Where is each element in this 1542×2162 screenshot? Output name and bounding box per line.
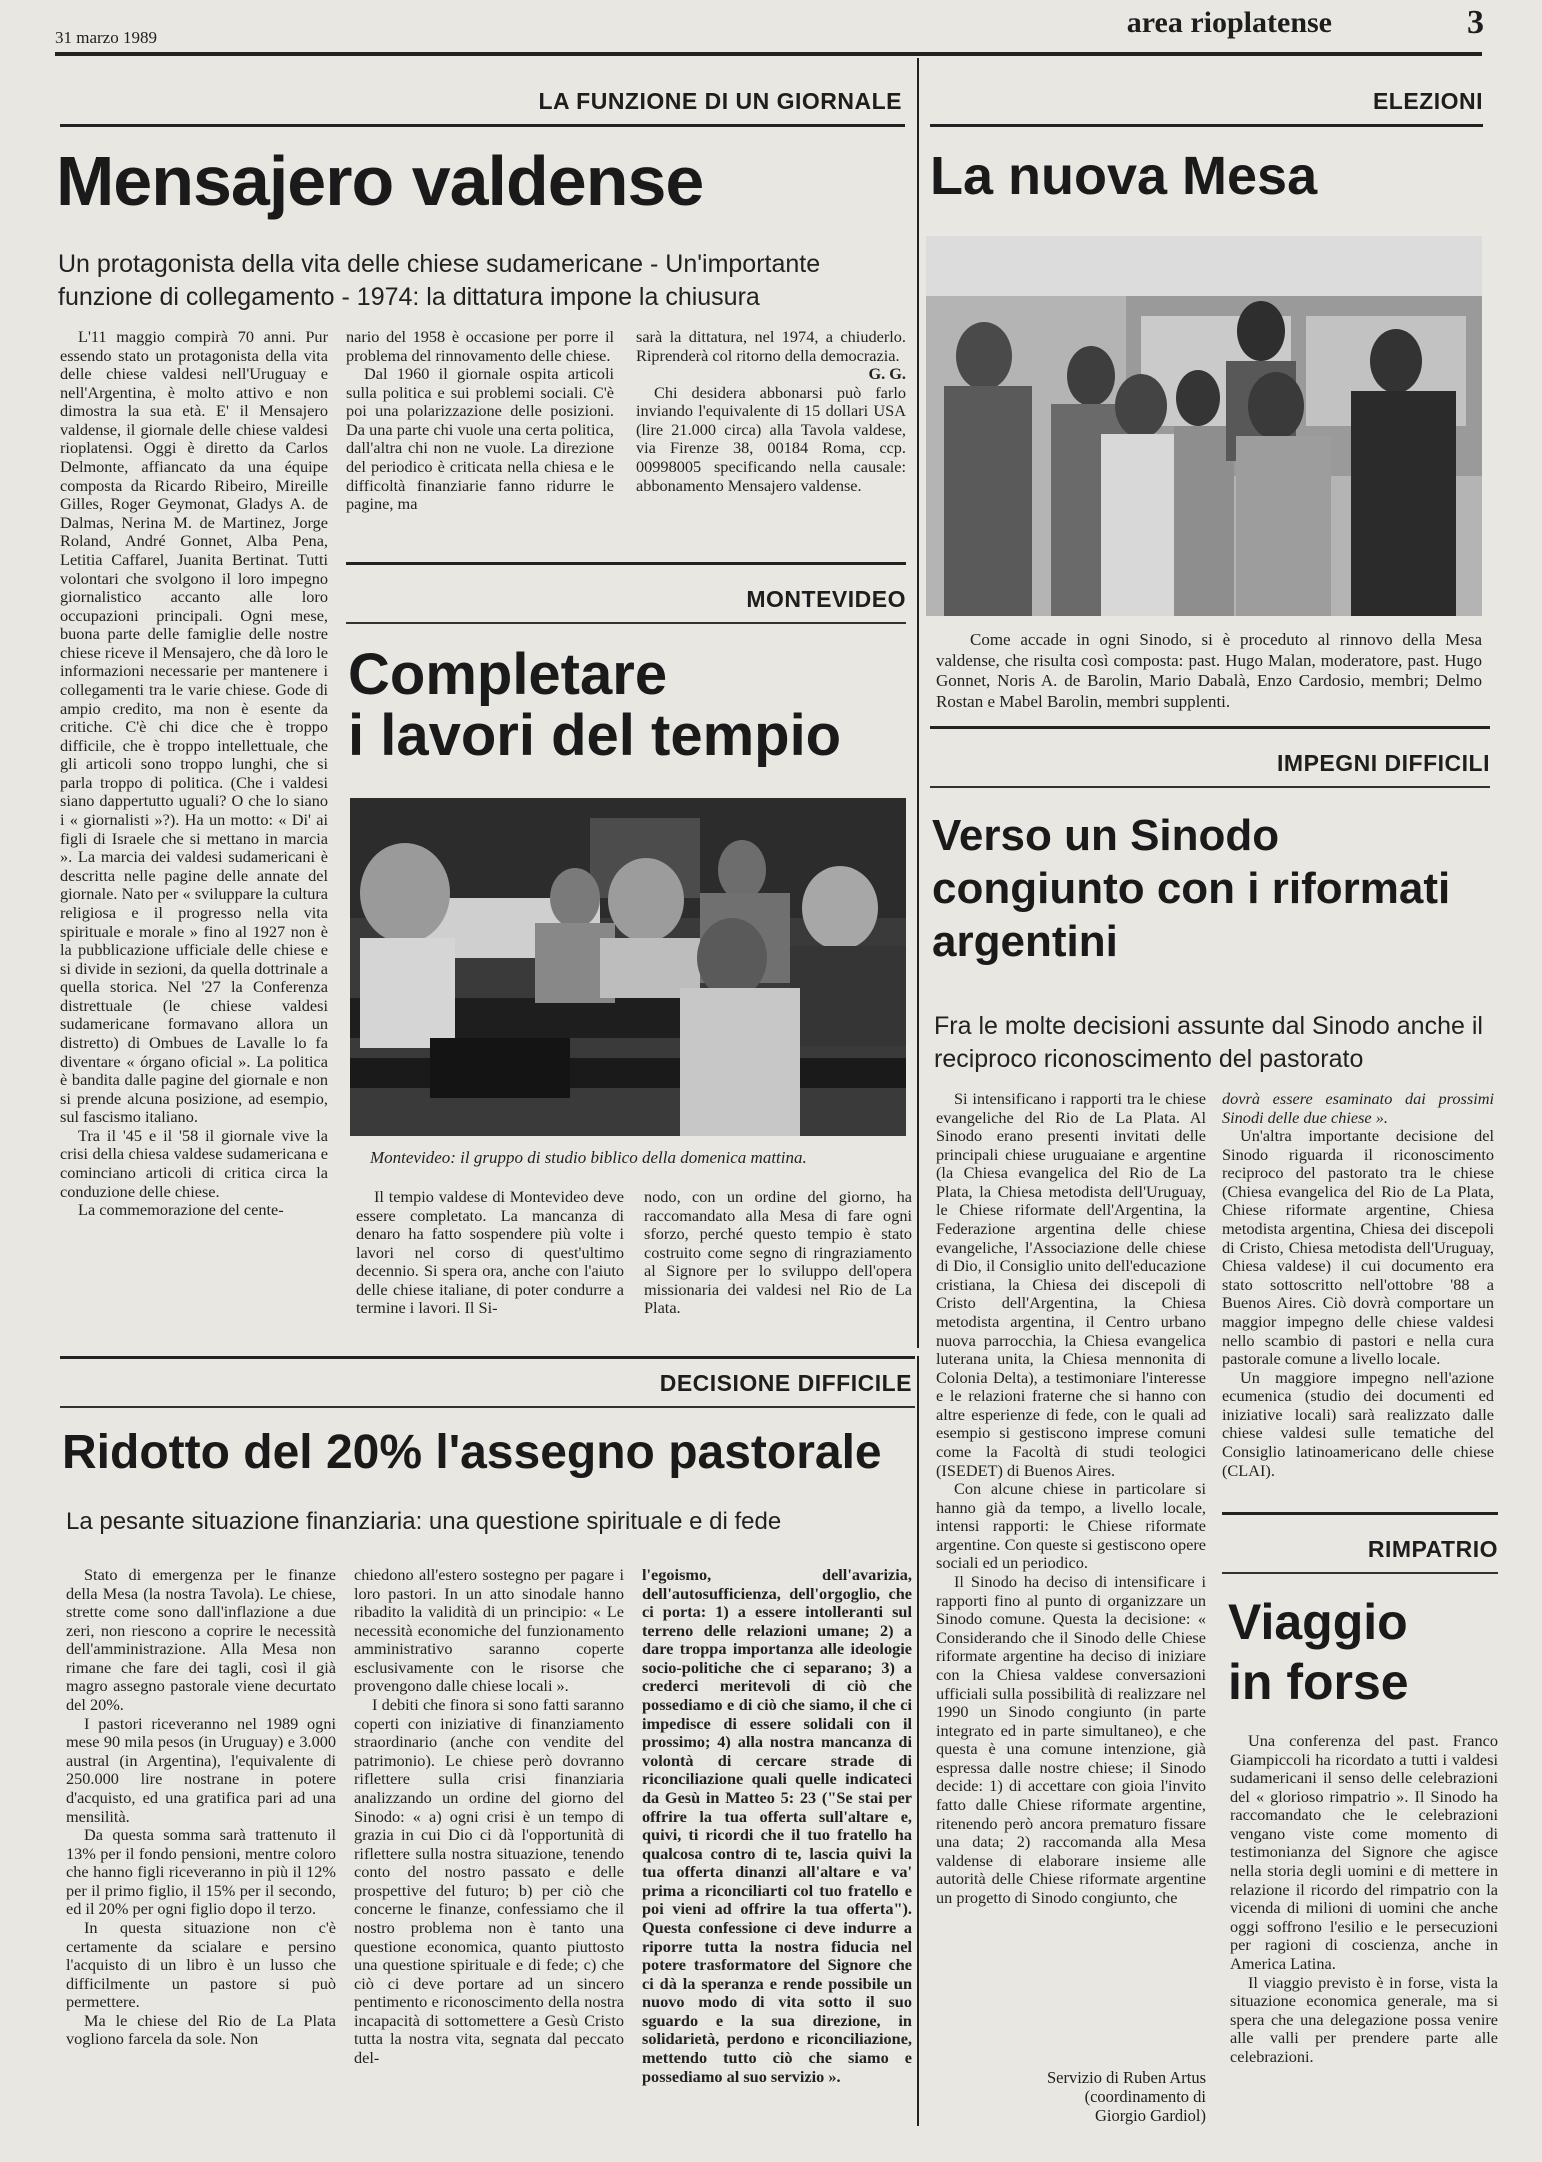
article-column	[642, 1566, 912, 2126]
paragraph: nario del 1958 è occasione per porre il problema del rinnovamento delle chiese.	[346, 328, 614, 365]
paragraph: l'egoismo, dell'avarizia, dell'autosufficienza, dell'orgoglio, che ci porta: 1) a essere intolleranti sul terreno delle relazioni umane; 2) a dare troppa importanza alle ideologie socio-politiche che ci separano; 3) a crederci meritevoli di ciò che possediamo e di ciò che siamo, il che ci impedisce di essere solidali con il prossimo; 4) alla nostra mancanza di volontà di cercare strade di riconciliazione quali quelle indicateci da Gesù in Matteo 5: 23 ("Se stai per offrire la tua offerta sull'altare e, quivi, ti ricordi che il tuo fratello ha qualcosa contro di te, lascia quivi la tua offerta dinanzi all'altare e va' prima a riconciliarti col tuo fratello e poi vieni ad offrire la tua offerta"). Questa confessione ci deve indurre a riporre tutta la nostra fiducia nel potere trasformatore del Signore che ci dà la speranza e rende possibile un nuovo modo di vita sotto il suo sguardo e la sua direzione, in solidarietà, perdono e riconciliazione, mettendo tutto ciò che siamo e possediamo al suo servizio ».	[642, 1566, 912, 2086]
masthead-rule	[55, 52, 1482, 56]
column-divider	[917, 58, 919, 1348]
section-rule	[1222, 1512, 1498, 1515]
article-column	[66, 1566, 336, 2126]
photo-mesa-members	[926, 236, 1482, 616]
headline-verso-sinodo	[932, 810, 1450, 968]
paragraph: Un maggiore impegno nell'azione ecumenica (studio dei documenti ed iniziative locali) sarà realizzato dalle chiese valdesi sulle tematiche del Consiglio latinoamericano delle chiese (CLAI).	[1222, 1367, 1494, 1480]
paragraph: Ma le chiese del Rio de La Plata vogliono farcela da sole. Non	[66, 2010, 336, 2049]
paragraph: dovrà essere esaminato dai prossimi Sinodi delle due chiese ».	[1222, 1090, 1494, 1127]
deck-decisione: La pesante situazione finanziaria: una questione spirituale e di fede	[66, 1508, 782, 1535]
paragraph: chiedono all'estero sostegno per pagare i loro pastori. In un atto sinodale hanno ribadito la validità di un principio: « Le necessità economiche del funzionamento amministrativo saranno coperte esclusivamente con le risorse che provengono dalle chiese locali ».	[354, 1566, 624, 1696]
paragraph: sarà la dittatura, nel 1974, a chiuderlo. Riprenderà col ritorno della democrazia.	[636, 328, 906, 365]
kicker-rimpatrio: RIMPATRIO	[1367, 1536, 1498, 1562]
signature-line: Giorgio Gardiol)	[1094, 2106, 1206, 2126]
paragraph: nodo, con un ordine del giorno, ha raccomandato alla Mesa di fare ogni sforzo, perché questo tempio è stato costruito come segno di ringraziamento al Signore per lo sviluppo dell'opera missionaria dei valdesi nel Rio de La Plata.	[644, 1188, 912, 1318]
kicker-impegni: IMPEGNI DIFFICILI	[1277, 750, 1490, 776]
kicker-funzione: LA FUNZIONE DI UN GIORNALE	[538, 88, 902, 114]
paragraph: Il viaggio previsto è in forse, vista la situazione economica generale, ma si spera che una delegazione possa venire alle valli per prendere parte alle celebrazioni.	[1230, 1972, 1498, 2066]
headline-completare	[348, 642, 842, 768]
article-column	[636, 328, 906, 553]
headline-line: in forse	[1228, 1654, 1409, 1710]
paragraph: Il Sinodo ha deciso di intensificare i rapporti fino al punto di organizzare un Sinodo comune. Questa la decisione: « Considerando che il Sinodo delle Chiese riformate argentine ha deciso di iniziare con la Chiesa valdese conversazioni ufficiali sulla possibilità di realizzare nel 1990 un Sinodo congiunto (in parte integrato ed in parte simultaneo), e che questa è una comune intenzione, già espressa dalle nostre chiese; il Sinodo decide: 1) di accettare con gioia l'invito fatto dalle Chiese riformate argentine, ritenendo però ancora prematuro fissare una data; 2) raccomanda alla Mesa valdense di elaborare insieme alle autorità delle Chiese riformate argentine un progetto di Sinodo congiunto, che	[936, 1572, 1206, 1907]
article-column	[354, 1566, 624, 2126]
section-rule	[1222, 1572, 1498, 1574]
headline-line: congiunto con i riformati	[932, 863, 1451, 913]
paragraph: Si intensificano i rapporti tra le chiese evangeliche del Rio de La Plata. Al Sinodo erano presenti invitati delle principali chiese uruguaiane e argentine (la Chiesa evangelica del Rio de La Plata, la Chiesa metodista dell'Uruguay, le Chiese riformate dell'Argentina, la Federazione argentina delle chiese evangeliche, l'Associazione delle chiese di Dio, il Consiglio unito dell'educazione cristiana, la Chiesa dei discepoli di Cristo dell'Argentina, la Chiesa metodista argentina, il Centro urbano nuova parrocchia, la Chiesa evangelica luterana unita, la Chiesa mennonita di Colonia Delta), a testimoniare l'interesse e le relazioni fraterne che si hanno con altre esperienze di fede, con le quali ad esempio si gestiscono imprese comuni come la Facoltà di studi teologici (ISEDET) di Buenos Aires.	[936, 1090, 1206, 1480]
section-rule	[930, 786, 1490, 788]
page-number: 3	[1467, 4, 1484, 41]
deck-mensajero: Un protagonista della vita delle chiese sudamericane - Un'importante funzione di collegamento - 1974: la dittatura impone la chiusura	[58, 250, 821, 311]
section-rule	[60, 1406, 915, 1408]
article-column	[1222, 1090, 1494, 1490]
article-column	[644, 1188, 912, 1338]
paragraph: Da questa somma sarà trattenuto il 13% per il fondo pensioni, mentre coloro che hanno figli riceveranno in più il 12% per il primo figlio, il 15% per il secondo, ed il 20% per ogni figlio dopo il terzo.	[66, 1825, 336, 1919]
article-column	[346, 328, 614, 553]
article-column	[936, 1090, 1206, 2045]
headline-nuova-mesa: La nuova Mesa	[930, 146, 1318, 206]
section-rule	[346, 562, 906, 565]
paragraph: In questa situazione non c'è certamente da scialare e persino l'acquisto di un libro è un lusso che difficilmente un pastore si può permettere.	[66, 1917, 336, 2012]
headline-mensajero: Mensajero valdense	[56, 142, 704, 220]
paragraph: Un'altra importante decisione del Sinodo riguarda il riconoscimento reciproco del pastorato tra le chiese (Chiesa evangelica del Rio de La Plata, Chiese riformate argentine, Chiesa metodista argentina, Chiesa dei discepoli di Cristo, Chiesa metodista dell'Uruguay, Chiesa valdese) il cui documento era stato sottoscritto nell'ottobre '88 a Buenos Aires. Ciò dovrà comportare un maggior impegno delle chiese valdesi nello scambio di pastori e nella cura pastorale comune a livello locale.	[1222, 1126, 1494, 1369]
paragraph: La commemorazione del cente-	[78, 1200, 284, 1220]
photo-bible-study	[350, 798, 906, 1136]
headline-line: Verso un Sinodo	[932, 811, 1280, 860]
photo-caption: Come accade in ogni Sinodo, si è proceduto al rinnovo della Mesa valdense, che risulta così composta: past. Hugo Malan, moderatore, past. Hugo Gonnet, Noris A. de Barolin, Mario Dabalà, Enzo Cardosio, membri; Delmo Rostan e Mabel Barolin, membri supplenti.	[936, 630, 1482, 712]
article-column	[356, 1188, 624, 1338]
kicker-montevideo: MONTEVIDEO	[746, 586, 906, 612]
paragraph: Tra il '45 e il '58 il giornale vive la crisi della chiesa valdese sudamericana e cominciano articoli di critica circa la conduzione delle chiese.	[60, 1125, 328, 1201]
photo-caption: Montevideo: il gruppo di studio biblico della domenica mattina.	[370, 1148, 807, 1167]
paragraph: Con alcune chiese in particolare si hanno già da tempo, a livello locale, intensi rapporti: le Chiese riformate argentine. Con queste si gestiscono opere sociali ed un periodico.	[936, 1479, 1206, 1573]
kicker-elezioni: ELEZIONI	[1372, 88, 1483, 114]
section-rule	[60, 124, 905, 127]
signature-line: (coordinamento di	[1084, 2087, 1206, 2107]
paragraph: Una conferenza del past. Franco Giampiccoli ha ricordato a tutti i valdesi sudamericani il senso delle celebrazioni del « glorioso rimpatrio ». Il Sinodo ha raccomandato che le celebrazioni vengano viste come momento di testimonianza del Signore che agisce nella storia degli uomini e di mettere in relazione il ricordo del rimpatrio con la vicenda di milioni di uomini che anche oggi soffrono l'esilio e le persecuzioni per ragioni di coscienza, anche in America Latina.	[1230, 1732, 1498, 1973]
headline-viaggio	[1228, 1592, 1409, 1712]
paragraph: I debiti che finora si sono fatti saranno coperti con iniziative di finanziamento straordinario (anche con vendite del patrimonio). Le chiese però dovranno riflettere sulla crisi finanziaria analizzando un ordine del giorno del Sinodo: « a) ogni crisi è un tempo di grazia in cui Dio ci dà l'opportunità di riflettere sulla nostra situazione, tenendo conto del nostro passato e delle prospettive del futuro; b) per ciò che concerne le finanze, confessiamo che il nostro problema non è tanto una questione economica, quanto piuttosto una questione spirituale e di fede; c) che ciò ci deve portare ad un sincero pentimento e riconoscimento della nostra incapacità di sottomettere a Gesù Cristo tutta la nostra vita, segnata dal peccato del-	[354, 1695, 624, 2068]
column-divider	[917, 1356, 919, 2126]
paragraph: Stato di emergenza per le finanze della Mesa (la nostra Tavola). Le chiese, strette come sono dall'inflazione a due zeri, non riescono a coprire le necessità dell'amministrazione. Alla Mesa non rimane che fare dei tagli, così il già magro assegno pastorale viene decurtato del 20%.	[66, 1566, 336, 1715]
paragraph: I pastori riceveranno nel 1989 ogni mese 90 mila pesos (in Uruguay) e 3.000 austral (in Argentina), l'equivalente di 250.000 lire nostrane in potere d'acquisto, ed una gratifica pari ad una mensilità.	[66, 1713, 336, 1826]
headline-line: Completare	[348, 642, 668, 707]
headline-line: argentini	[932, 916, 1118, 966]
section-rule	[930, 124, 1483, 127]
author-initials: G. G.	[868, 364, 906, 384]
page-date: 31 marzo 1989	[55, 28, 157, 47]
headline-ridotto: Ridotto del 20% l'assegno pastorale	[62, 1426, 882, 1479]
article-column	[1230, 1732, 1498, 2132]
section-rule	[930, 726, 1490, 729]
subscription-note: Chi desidera abbonarsi può farlo inviando l'equivalente di 15 dollari USA (lire 21.000 circa) alla Tavola valdese, via Firenze 38, 00184 Roma, ccp. 00998005 specificando nella causale: abbonamento Mensajero valdense.	[636, 382, 906, 495]
paragraph: Il tempio valdese di Montevideo deve essere completato. La mancanza di denaro ha fatto sospendere più volte i lavori nel corso di quest'ultimo decennio. Si spera ora, anche con l'aiuto delle chiese italiane, di poter condurre a termine i lavori. Il Si-	[356, 1188, 624, 1318]
article-column	[60, 328, 328, 1328]
paragraph: L'11 maggio compirà 70 anni. Pur essendo stato un protagonista della vita delle chiese valdesi nell'Uruguay e nell'Argentina, è molto attivo e non dimostra la sua età. E' il Mensajero valdense, il giornale delle chiese valdesi rioplatensi. Oggi è diretto da Carlos Delmonte, affiancato da una équipe composta da Ricardo Ribeiro, Mireille Gilles, Roger Geymonat, Gladys A. de Dalmas, Nerina M. de Martinez, Jorge Roland, André Gonnet, Alba Pena, Letitia Caffarel, Juanita Bertinat. Tutti volontari che svolgono il loro impegno giornalistico accanto alle loro occupazioni principali. Ogni mese, buona parte delle famiglie delle nostre chiese riceve il Mensajero, che dà loro le informazioni necessarie per mantenere i collegamenti tra le varie chiese. Gode di ampio credito, ma non è esente da critiche. C'è chi dice che è troppo difficile, che è troppo intellettuale, che gli articoli sono troppo lunghi, che si parla troppo di politica. (Che i valdesi siano dappertutto uguali? O che lo siano i « giornalisti »?). Ha un motto: « Di' ai figli di Israele che si mettano in marcia ». La marcia dei valdesi sudamericani è descritta nelle pagine delle annate del giornale. Nato per « sviluppare la cultura religiosa e il progresso nella vita spirituale e morale » fino al 1927 non è la pubblicazione ufficiale delle chiese e si divide in sezioni, da quella dottrinale a quella storica. Nel '27 la Conferenza distrettuale (le chiese valdesi sudamericane formavano allora un distretto) di Ombues de Lavalle lo fa diventare « órgano oficial ». La politica è bandita dalle pagine del giornale e non si prende alcuna posizione, ad esempio, sul fascismo italiano.	[60, 328, 328, 1127]
kicker-decisione: DECISIONE DIFFICILE	[659, 1370, 912, 1396]
masthead-title: area rioplatense	[1126, 6, 1332, 39]
section-rule	[346, 622, 906, 624]
signature-line: Servizio di Ruben Artus	[1046, 2068, 1206, 2087]
headline-line: Viaggio	[1228, 1594, 1408, 1650]
article-signature	[940, 2068, 1206, 2125]
paragraph: Dal 1960 il giornale ospita articoli sulla politica e sui problemi sociali. C'è poi una polarizzazione delle posizioni. Da una parte chi vuole una certa politica, dall'altra chi non ne vuole. La direzione del periodico è criticata nella chiesa e le difficoltà finanziarie fanno ridurre le pagine, ma	[346, 364, 614, 514]
headline-line: i lavori del tempio	[348, 702, 842, 768]
section-rule	[60, 1356, 915, 1359]
deck-impegni: Fra le molte decisioni assunte dal Sinodo anche il reciproco riconoscimento del pastorato	[934, 1012, 1483, 1073]
